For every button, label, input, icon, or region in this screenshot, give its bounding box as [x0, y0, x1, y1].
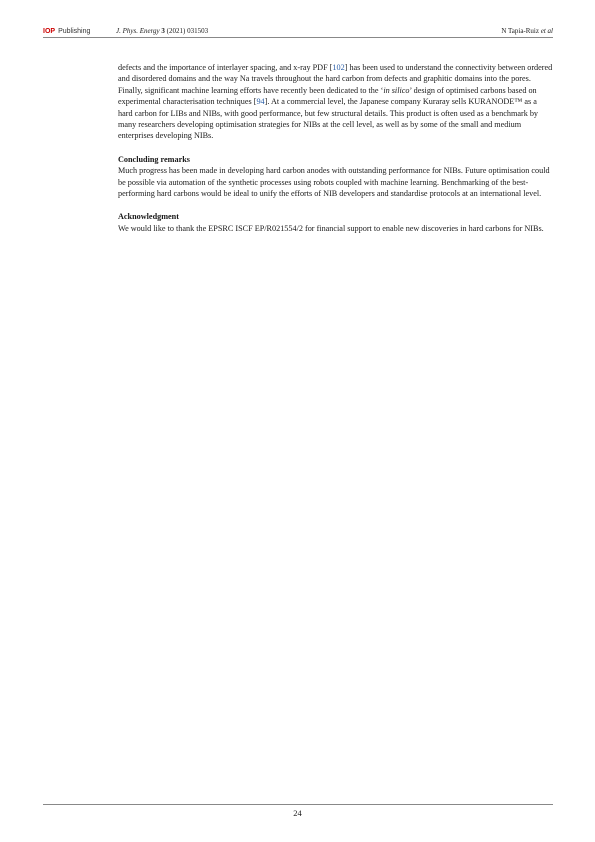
journal-volume: 3 [161, 27, 165, 35]
body-paragraph [118, 62, 553, 142]
paragraph-text [118, 62, 553, 142]
acknowledgment-section [118, 211, 553, 234]
running-author [501, 27, 553, 36]
journal-name: J. Phys. Energy [116, 27, 160, 35]
paragraph-segment-1: defects and the importance of interlayer spacing, and x-ray PDF [ [118, 63, 333, 72]
italic-term: in silico [383, 85, 410, 95]
section-text: Much progress has been made in developing hard carbon anodes with outstanding performance for NIBs. Future optimisation could be possible via automation of the synthetic processes using robots coupled with machine learning. Benchmarking of the best-performing hard carbons would be ideal to unify the efforts of NIB developers and standardise protocols at an international level. [118, 166, 550, 199]
publisher-brand: IOP [43, 28, 56, 35]
section-heading: Acknowledgment [118, 212, 179, 222]
journal-year-article: (2021) 031503 [166, 27, 209, 35]
reference-link-102[interactable]: 102 [332, 63, 345, 72]
journal-citation [116, 27, 208, 36]
publisher-logo [43, 27, 90, 36]
publisher-word: Publishing [58, 28, 91, 35]
reference-link-94[interactable]: 94 [256, 97, 265, 107]
author-suffix: et al [540, 27, 553, 35]
section-heading: Concluding remarks [118, 154, 190, 164]
article-body [118, 62, 553, 246]
author-name: N Tapia-Ruiz [501, 27, 539, 35]
paragraph-segment-3: ’ design of optimised carbons based on experimental characterisation techniques [ [118, 85, 537, 107]
header-rule [43, 37, 553, 38]
section-text: We would like to thank the EPSRC ISCF EP/R021554/2 for financial support to enable new discoveries in hard carbons for NIBs. [118, 223, 544, 233]
footer-rule [43, 804, 553, 805]
paragraph-segment-4: ]. At a commercial level, the Japanese company Kuraray sells KURANODE™ as a hard carbon for LIBs and NIBs, with good performance, but few structural details. This product is often used as a benchmark by many researchers developing optimisation strategies for NIBs at the cell level, as well as by some of the small and medium enterprises developing NIBs. [118, 97, 539, 141]
paragraph-segment-2: ] has been used to understand the connectivity between ordered and disordered domains and the way Na travels throughout the hard carbon from defects and graphitic domains into the pores. Finally, significant machine learning efforts have recently been dedicated to the ‘ [118, 63, 553, 95]
concluding-remarks-section [118, 154, 553, 200]
page-number: 24 [293, 808, 302, 818]
